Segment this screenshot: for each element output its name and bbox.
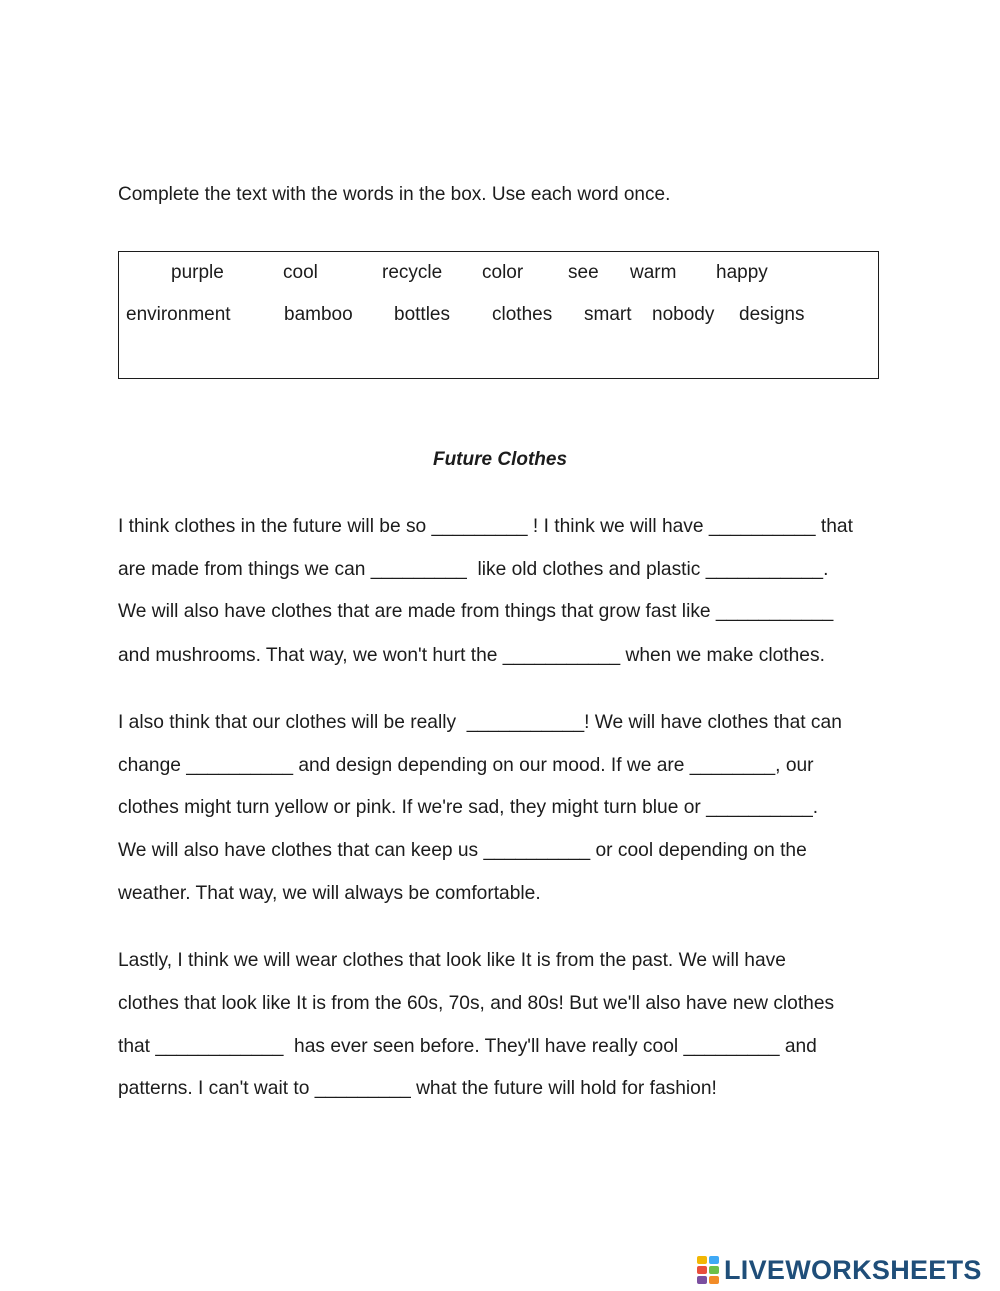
word-purple: purple [171,262,224,283]
text-line: We will also have clothes that are made from things that grow fast like ___________ [118,601,834,622]
brand-name: LIVEWORKSHEETS [724,1254,982,1285]
text-line: We will also have clothes that can keep us __________ or cool depending on the [118,840,807,861]
word-designs: designs [739,304,805,325]
instructions: Complete the text with the words in the box. Use each word once. [118,184,671,205]
word-box [118,251,879,379]
word-cool: cool [283,262,318,283]
word-smart: smart [584,304,632,325]
text-line: I also think that our clothes will be really ___________! We will have clothes that can [118,712,842,733]
text-line: clothes might turn yellow or pink. If we're sad, they might turn blue or __________. [118,797,819,818]
text-line: Lastly, I think we will wear clothes that look like It is from the past. We will have [118,950,786,971]
text-line: patterns. I can't wait to _________ what the future will hold for fashion! [118,1078,717,1099]
word-bottles: bottles [394,304,450,325]
text-line: are made from things we can _________ like old clothes and plastic ___________. [118,559,829,580]
text-line: and mushrooms. That way, we won't hurt the ___________ when we make clothes. [118,645,825,666]
text-line: weather. That way, we will always be comfortable. [118,883,541,904]
word-environment: environment [126,304,231,325]
word-happy: happy [716,262,768,283]
word-bamboo: bamboo [284,304,353,325]
word-recycle: recycle [382,262,443,283]
text-line: change __________ and design depending on our mood. If we are ________, our [118,755,814,776]
liveworksheets-logo-icon [697,1256,721,1284]
text-line: that ____________ has ever seen before. They'll have really cool _________ and [118,1036,817,1057]
text-line: clothes that look like It is from the 60s, 70s, and 80s! But we'll also have new clothes [118,993,835,1014]
word-color: color [482,262,524,283]
word-see: see [568,262,599,283]
story-title: Future Clothes [432,449,568,470]
word-nobody: nobody [652,304,715,325]
word-clothes: clothes [492,304,553,325]
text-line: I think clothes in the future will be so _________ ! I think we will have __________ that [118,516,853,537]
liveworksheets-brand [697,1254,982,1286]
word-warm: warm [630,262,677,283]
